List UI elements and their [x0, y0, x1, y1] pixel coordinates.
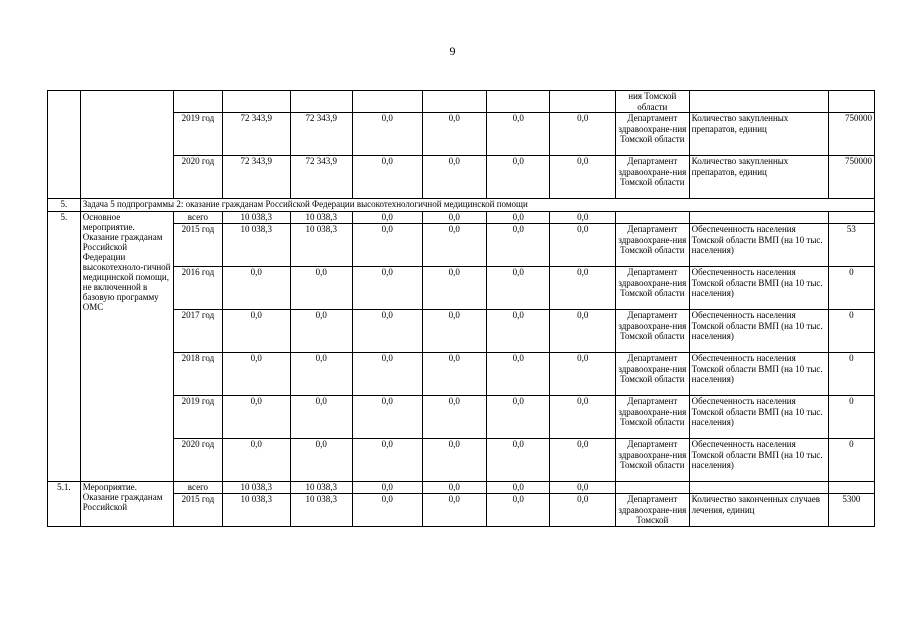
indicator-cell: [689, 482, 828, 494]
indicator-cell: Количество закупленных препаратов, единиц: [689, 156, 828, 199]
indicator-value-cell: 0: [828, 439, 874, 482]
event-name-cell: Основное мероприятие. Оказание гражданам Российской Федерации высокотехноло-гичной медицинской помощи, не включенной в базовую программу ОМС: [80, 212, 173, 482]
empty-cell: [352, 91, 422, 113]
year-cell: всего: [173, 482, 222, 494]
year-cell: 2019 год: [173, 113, 222, 156]
num-cell: 5.1.: [48, 482, 81, 527]
value-cell: 0,0: [352, 224, 422, 267]
value-cell: 0,0: [422, 396, 486, 439]
dept-cell: Департамент здравоохране-ния Томской области: [615, 353, 689, 396]
indicator-cell: Количество законченных случаев лечения, единиц: [689, 494, 828, 527]
dept-cell: Департамент здравоохране-ния Томской области: [615, 113, 689, 156]
num-cell: 5.: [48, 212, 81, 482]
year-cell: 2020 год: [173, 156, 222, 199]
value-cell: 0,0: [550, 212, 616, 224]
indicator-value-cell: 0: [828, 353, 874, 396]
total-cell: 72 343,9: [223, 156, 291, 199]
value-cell: 0,0: [352, 156, 422, 199]
value-cell: 0,0: [422, 439, 486, 482]
value-cell: 0,0: [550, 353, 616, 396]
value-cell: 0,0: [352, 267, 422, 310]
total-cell: 10 038,3: [223, 482, 291, 494]
federal-cell: 72 343,9: [290, 113, 352, 156]
indicator-value-cell: 5300: [828, 494, 874, 527]
empty-cell: [487, 91, 550, 113]
value-cell: 0,0: [550, 310, 616, 353]
task-text-cell: Задача 5 подпрограммы 2: оказание гражданам Российской Федерации высокотехнологичной медицинской помощи: [80, 199, 874, 212]
indicator-value-cell: 53: [828, 224, 874, 267]
value-cell: 0,0: [487, 224, 550, 267]
event-cell: [80, 91, 173, 199]
total-cell: 10 038,3: [223, 212, 291, 224]
year-cell: всего: [173, 212, 222, 224]
dept-cell: Департамент здравоохране-ния Томской области: [615, 267, 689, 310]
dept-cell: Департамент здравоохране-ния Томской: [615, 494, 689, 527]
year-cell: 2020 год: [173, 439, 222, 482]
num-cell: [48, 91, 81, 199]
value-cell: 0,0: [550, 396, 616, 439]
value-cell: 0,0: [422, 156, 486, 199]
year-cell: 2018 год: [173, 353, 222, 396]
dept-cell: Департамент здравоохране-ния Томской области: [615, 156, 689, 199]
value-cell: 0,0: [487, 310, 550, 353]
total-row: [48, 482, 875, 494]
indicator-value-cell: 0: [828, 267, 874, 310]
federal-cell: 10 038,3: [290, 224, 352, 267]
federal-cell: 72 343,9: [290, 156, 352, 199]
value-cell: 0,0: [487, 482, 550, 494]
indicator-cell: [689, 91, 828, 113]
value-cell: 0,0: [352, 396, 422, 439]
indicator-cell: [689, 212, 828, 224]
empty-cell: [173, 91, 222, 113]
total-cell: 72 343,9: [223, 113, 291, 156]
program-table: [47, 90, 875, 527]
value-cell: 0,0: [352, 494, 422, 527]
value-cell: 0,0: [352, 439, 422, 482]
value-cell: 0,0: [352, 310, 422, 353]
dept-cell: [615, 482, 689, 494]
federal-cell: 10 038,3: [290, 494, 352, 527]
total-cell: 0,0: [223, 310, 291, 353]
event-name-cell: Мероприятие. Оказание гражданам Российской: [80, 482, 173, 527]
indicator-value-cell: 0: [828, 396, 874, 439]
total-cell: 10 038,3: [223, 224, 291, 267]
value-cell: 0,0: [352, 113, 422, 156]
value-cell: 0,0: [422, 353, 486, 396]
year-cell: 2015 год: [173, 224, 222, 267]
dept-cell: Департамент здравоохране-ния Томской области: [615, 310, 689, 353]
year-cell: 2016 год: [173, 267, 222, 310]
value-cell: 0,0: [422, 494, 486, 527]
indicator-value-cell: [828, 91, 874, 113]
task-num-cell: 5.: [48, 199, 81, 212]
total-row: [48, 212, 875, 224]
federal-cell: 10 038,3: [290, 482, 352, 494]
value-cell: 0,0: [550, 156, 616, 199]
indicator-cell: Обеспеченность населения Томской области ВМП (на 10 тыс. населения): [689, 396, 828, 439]
value-cell: 0,0: [422, 113, 486, 156]
dept-cell: Департамент здравоохране-ния Томской области: [615, 439, 689, 482]
total-cell: 0,0: [223, 396, 291, 439]
value-cell: 0,0: [352, 482, 422, 494]
total-cell: 0,0: [223, 439, 291, 482]
dept-cell: Департамент здравоохране-ния Томской области: [615, 396, 689, 439]
task-row: [48, 199, 875, 212]
indicator-value-cell: 0: [828, 310, 874, 353]
value-cell: 0,0: [487, 212, 550, 224]
total-cell: 0,0: [223, 267, 291, 310]
year-cell: 2017 год: [173, 310, 222, 353]
continuation-row: [48, 91, 875, 113]
federal-cell: 0,0: [290, 310, 352, 353]
indicator-value-cell: [828, 212, 874, 224]
empty-cell: [223, 91, 291, 113]
indicator-cell: Обеспеченность населения Томской области ВМП (на 10 тыс. населения): [689, 267, 828, 310]
indicator-cell: Обеспеченность населения Томской области ВМП (на 10 тыс. населения): [689, 310, 828, 353]
indicator-cell: Обеспеченность населения Томской области ВМП (на 10 тыс. населения): [689, 224, 828, 267]
value-cell: 0,0: [550, 267, 616, 310]
dept-cell: [615, 212, 689, 224]
value-cell: 0,0: [550, 482, 616, 494]
value-cell: 0,0: [550, 113, 616, 156]
total-cell: 0,0: [223, 353, 291, 396]
value-cell: 0,0: [550, 494, 616, 527]
value-cell: 0,0: [422, 310, 486, 353]
value-cell: 0,0: [550, 224, 616, 267]
year-cell: 2019 год: [173, 396, 222, 439]
indicator-value-cell: 750000: [828, 156, 874, 199]
value-cell: 0,0: [487, 353, 550, 396]
federal-cell: 10 038,3: [290, 212, 352, 224]
dept-cell: ния Томской области: [615, 91, 689, 113]
indicator-value-cell: [828, 482, 874, 494]
indicator-cell: Количество закупленных препаратов, единиц: [689, 113, 828, 156]
year-cell: 2015 год: [173, 494, 222, 527]
federal-cell: 0,0: [290, 439, 352, 482]
value-cell: 0,0: [422, 224, 486, 267]
value-cell: 0,0: [487, 494, 550, 527]
page-number: 9: [449, 44, 456, 58]
value-cell: 0,0: [422, 267, 486, 310]
empty-cell: [290, 91, 352, 113]
federal-cell: 0,0: [290, 267, 352, 310]
value-cell: 0,0: [352, 212, 422, 224]
indicator-cell: Обеспеченность населения Томской области ВМП (на 10 тыс. населения): [689, 353, 828, 396]
value-cell: 0,0: [487, 439, 550, 482]
value-cell: 0,0: [422, 212, 486, 224]
indicator-value-cell: 750000: [828, 113, 874, 156]
dept-cell: Департамент здравоохране-ния Томской области: [615, 224, 689, 267]
value-cell: 0,0: [487, 396, 550, 439]
total-cell: 10 038,3: [223, 494, 291, 527]
indicator-cell: Обеспеченность населения Томской области ВМП (на 10 тыс. населения): [689, 439, 828, 482]
value-cell: 0,0: [487, 267, 550, 310]
value-cell: 0,0: [422, 482, 486, 494]
federal-cell: 0,0: [290, 396, 352, 439]
value-cell: 0,0: [487, 156, 550, 199]
value-cell: 0,0: [550, 439, 616, 482]
empty-cell: [550, 91, 616, 113]
empty-cell: [422, 91, 486, 113]
value-cell: 0,0: [487, 113, 550, 156]
value-cell: 0,0: [352, 353, 422, 396]
federal-cell: 0,0: [290, 353, 352, 396]
